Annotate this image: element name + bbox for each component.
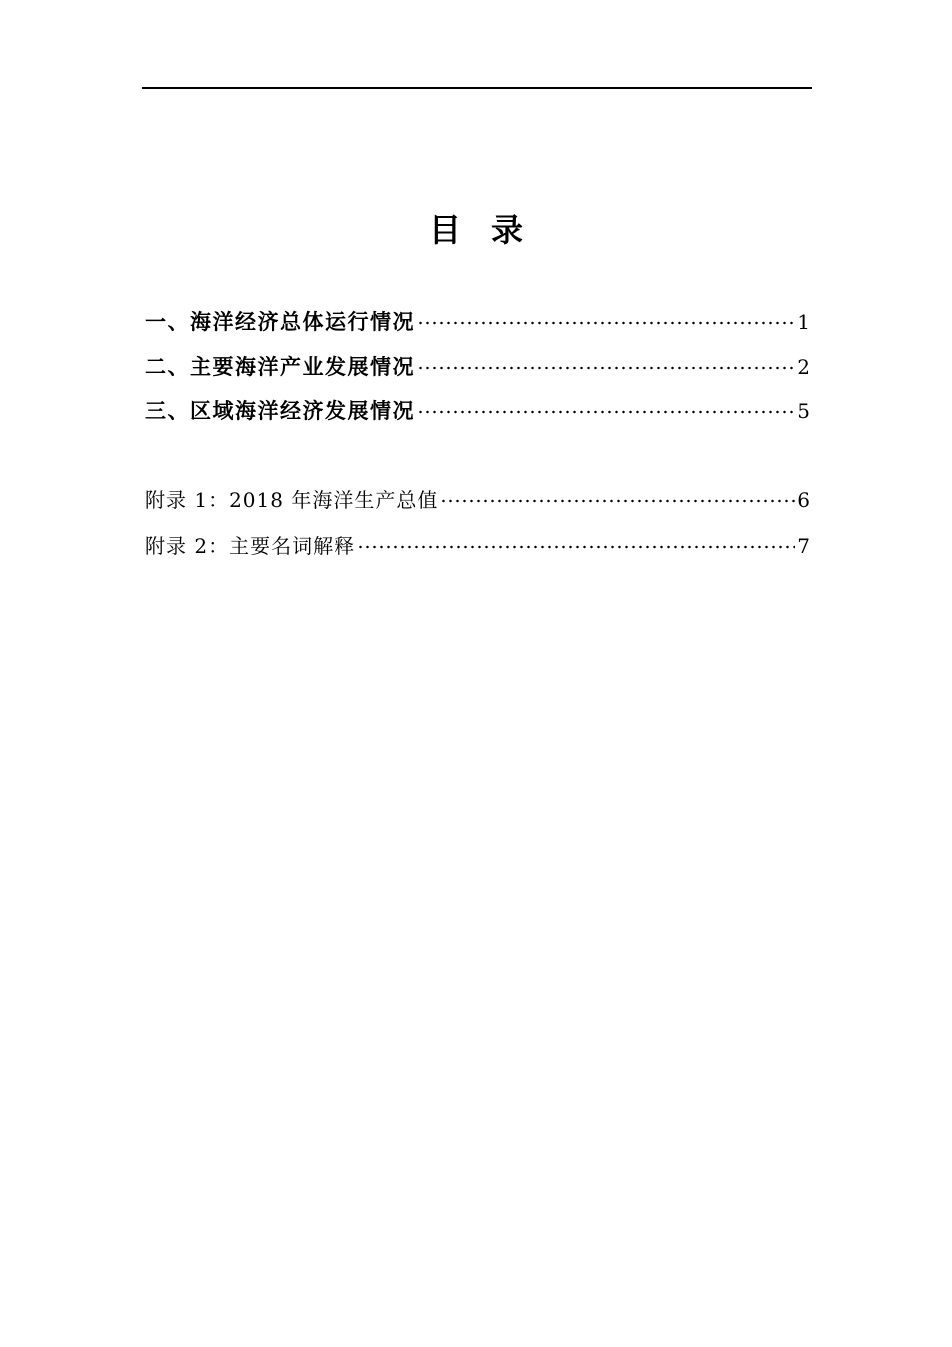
toc-entry-1[interactable] (145, 306, 810, 338)
toc-appendix-page: 7 (797, 534, 810, 558)
toc-title (0, 206, 952, 254)
toc-entry-label: 三、区域海洋经济发展情况 (145, 399, 415, 423)
dot-leader (357, 545, 795, 549)
toc-appendix-label: 附录 2：主要名词解释 (145, 534, 356, 558)
toc-appendix-page: 6 (797, 488, 810, 512)
toc-entry-page: 1 (797, 310, 810, 334)
dot-leader (440, 499, 795, 503)
toc-entry-page: 2 (797, 355, 810, 379)
toc-title-char-1: 目 (428, 211, 461, 249)
toc-title-char-2: 录 (491, 211, 524, 249)
dot-leader (417, 366, 795, 370)
dot-leader (417, 410, 795, 414)
dot-leader (417, 321, 795, 325)
toc-entry-page: 5 (797, 399, 810, 423)
toc-appendix-1[interactable] (145, 484, 810, 516)
toc-appendix-label: 附录 1：2018 年海洋生产总值 (145, 488, 439, 512)
toc-entry-3[interactable] (145, 395, 810, 427)
header-rule (142, 87, 812, 89)
toc-entry-2[interactable] (145, 351, 810, 383)
toc-entry-label: 一、海洋经济总体运行情况 (145, 310, 415, 334)
toc-appendix-2[interactable] (145, 530, 810, 562)
toc-entry-label: 二、主要海洋产业发展情况 (145, 355, 415, 379)
